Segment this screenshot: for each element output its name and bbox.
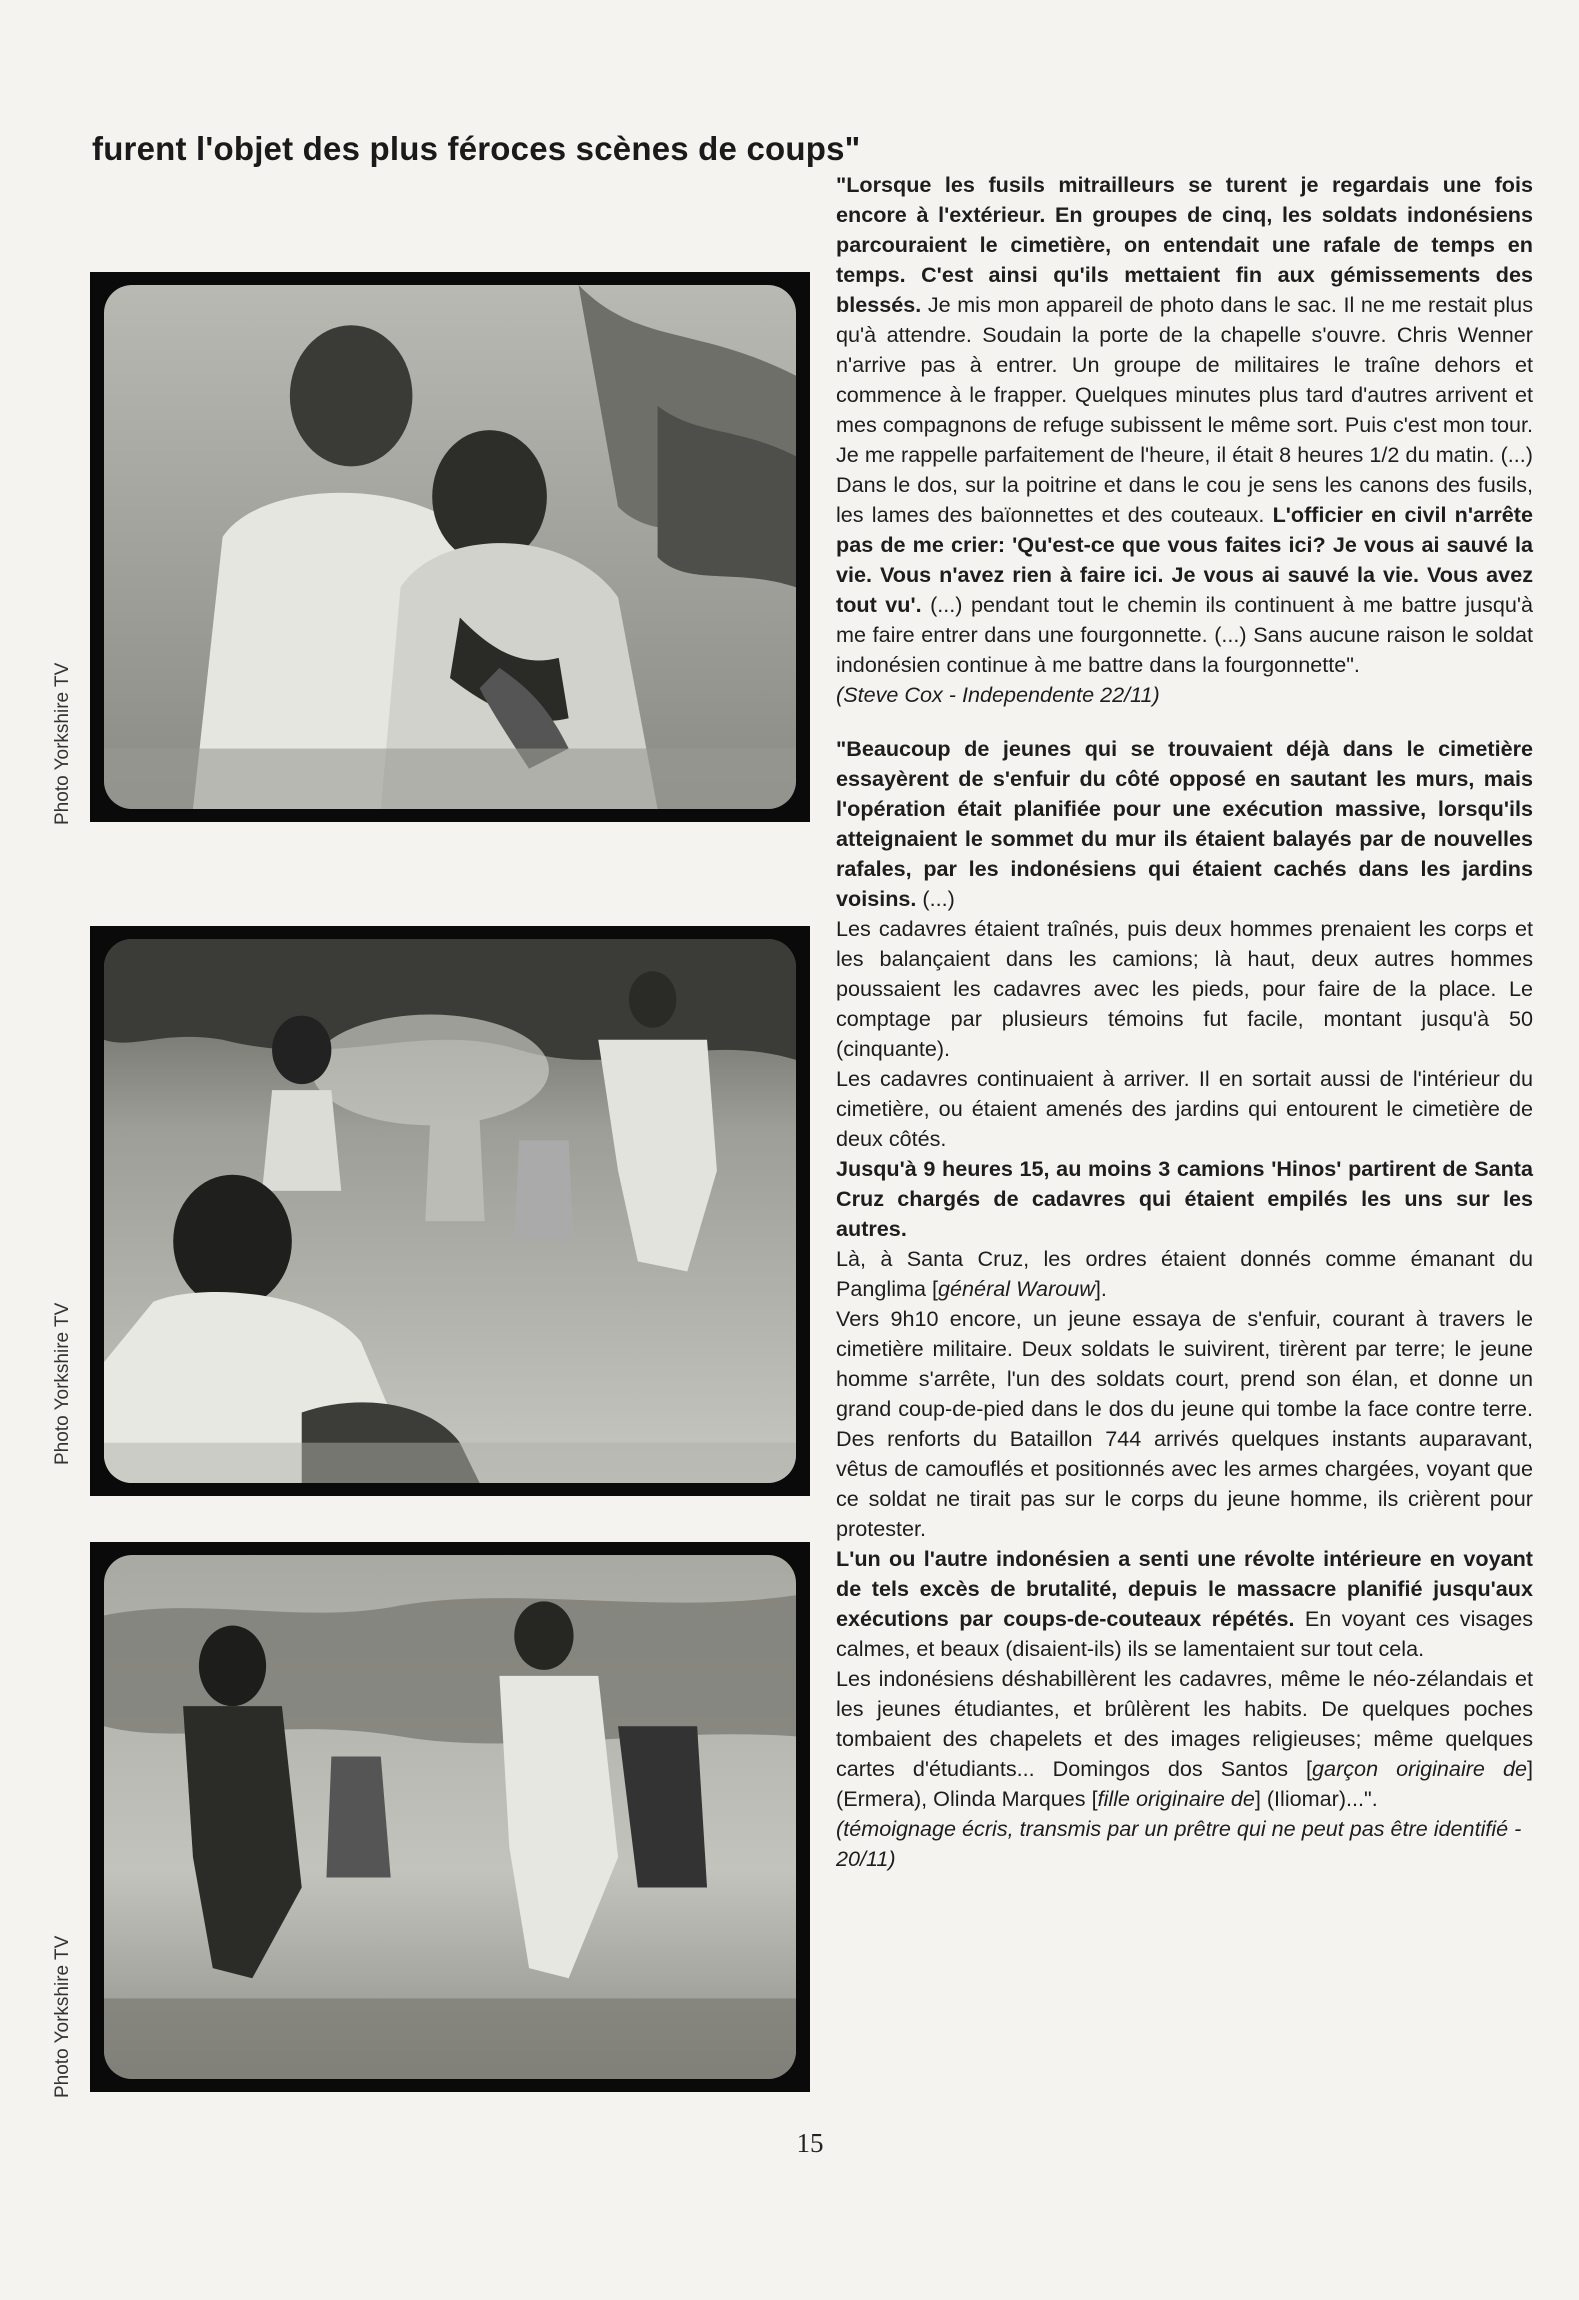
photo-screen bbox=[104, 939, 796, 1483]
text: ] (Iliomar)...". bbox=[1254, 1786, 1378, 1811]
bold-text: "Beaucoup de jeunes qui se trouvaient déjà dans le cimetière essayèrent de s'enfuir du côté opposé en sautant les murs, mais l'opération était planifiée pour une exécution massive, lorsqu'ils atteignaient le sommet du mur ils étaient balayés par de nouvelles rafales, par les indonésiens qui étaient cachés dans les jardins voisins. bbox=[836, 736, 1533, 911]
article-paragraph bbox=[836, 914, 1533, 1064]
article-paragraph: Jusqu'à 9 heures 15, au moins 3 camions 'Hinos' partirent de Santa Cruz chargés de cadavres qui étaient empilés les uns sur les autres. bbox=[836, 1156, 1533, 1241]
article-paragraph bbox=[836, 1664, 1533, 1814]
photo-crowd-running bbox=[90, 926, 810, 1496]
text: Je mis mon appareil de photo dans le sac. Il ne me restait plus qu'à attendre. Soudain la porte de la chapelle s'ouvre. Chris Wenner n'arrive pas à entrer. Un groupe de militaires le traîne dehors et commence à le frapper. Quelques minutes plus tard d'autres arrivent et mes compagnons de refuge subissent le même sort. Puis c'est mon tour. Je me rappelle parfaitement de l'heure, il était 8 heures 1/2 du matin. (...) Dans le dos, sur la poitrine et dans le cou je sens les canons des fusils, les lames des baïonnettes et des couteaux. bbox=[836, 292, 1533, 527]
text: ] (Ermera), Olinda Marques [ bbox=[836, 1756, 1533, 1811]
article-paragraph: Vers 9h10 encore, un jeune essaya de s'enfuir, courant à travers le cimetière militaire. Deux soldats le suivirent, tirèrent par terre; le jeune homme s'arrête, l'un des soldats court, prend son élan, et donne un grand coup-de-pied dans le dos du jeune qui tombe la face contre terre. Des renforts du Bataillon 744 arrivés quelques instants auparavant, vêtus de camouflés et positionnés avec les armes chargées, voyant que ce soldat ne tirait pas sur le corps du jeune homme, ils crièrent pour protester. bbox=[836, 1306, 1533, 1541]
bold-text: L'un ou l'autre indonésien a senti une révolte intérieure en voyant de tels excès de brutalité, depuis le massacre planifié jusqu'aux exécutions par coups-de-couteaux répétés. bbox=[836, 1546, 1533, 1631]
photo-credit: Photo Yorkshire TV bbox=[52, 1302, 73, 1465]
photo-image bbox=[104, 1555, 796, 2079]
text: Les indonésiens déshabillèrent les cadavres, même le néo-zélandais et les jeunes étudiantes, et brûlèrent les habits. De quelques poches tombaient des chapelets et des images religieuses; même quelques cartes d'étudiants... Domingos dos Santos [ bbox=[836, 1666, 1533, 1781]
article-paragraph bbox=[836, 170, 1533, 680]
photo-image bbox=[104, 939, 796, 1483]
photo-screen bbox=[104, 285, 796, 809]
page-headline: furent l'objet des plus féroces scènes de coups" bbox=[92, 130, 861, 167]
article-paragraph bbox=[836, 734, 1533, 914]
italic-text: fille originaire de bbox=[1097, 1786, 1255, 1811]
bold-text: "Lorsque les fusils mitrailleurs se turent je regardais une fois encore à l'extérieur. En groupes de cinq, les soldats indonésiens parcouraient le cimetière, on entendait une rafale de temps en temps. C'est ainsi qu'ils mettaient fin aux gémissements des blessés. bbox=[836, 172, 1533, 317]
text: Les cadavres étaient traînés, puis deux hommes prenaient les corps et les balançaient dans les camions; là haut, deux autres hommes poussaient les cadavres avec les pieds, pour faire de la place. bbox=[836, 916, 1533, 1001]
photo-screen bbox=[104, 1555, 796, 2079]
text: (...) pendant tout le chemin ils continuent à me battre jusqu'à me faire entrer dans une fourgonnette. (...) Sans aucune raison le soldat indonésien continue à me battre dans la fourgonnette". bbox=[836, 592, 1533, 677]
italic-text: garçon originaire de bbox=[1312, 1756, 1527, 1781]
article-paragraph bbox=[836, 1244, 1533, 1304]
page-number: 15 bbox=[796, 2128, 824, 2158]
article-paragraph: Les cadavres continuaient à arriver. Il en sortait aussi de l'intérieur du cimetière, ou étaient amenés des jardins qui entourent le cimetière de deux côtés. bbox=[836, 1066, 1533, 1151]
article-text bbox=[836, 170, 1533, 1874]
article-source: (Steve Cox - Independente 22/11) bbox=[836, 682, 1160, 707]
article-source: (témoignage écris, transmis par un prêtre qui ne peut pas être identifié - 20/11) bbox=[836, 1816, 1522, 1871]
text: Là, à Santa Cruz, les ordres étaient donnés comme émanant du Panglima [ bbox=[836, 1246, 1533, 1301]
photo-credit: Photo Yorkshire TV bbox=[52, 1935, 73, 2098]
article-paragraph bbox=[836, 1544, 1533, 1664]
photo-wounded-men bbox=[90, 272, 810, 822]
photo-people-fleeing bbox=[90, 1542, 810, 2092]
text: Le comptage par plusieurs témoins fut facile, montant jusqu'à 50 (cinquante). bbox=[836, 976, 1533, 1061]
photo-image bbox=[104, 285, 796, 809]
text: En voyant ces visages calmes, et beaux (disaient-ils) ils se lamentaient sur tout cela. bbox=[836, 1606, 1533, 1661]
bold-text: L'officier en civil n'arrête pas de me crier: 'Qu'est-ce que vous faites ici? Je vous ai sauvé la vie. Vous n'avez rien à faire ici. Je vous ai sauvé la vie. Vous avez tout vu'. bbox=[836, 502, 1533, 617]
photo-credit: Photo Yorkshire TV bbox=[52, 662, 73, 825]
text: (...) bbox=[916, 886, 955, 911]
text: ]. bbox=[1094, 1276, 1107, 1301]
italic-text: général Warouw bbox=[938, 1276, 1095, 1301]
